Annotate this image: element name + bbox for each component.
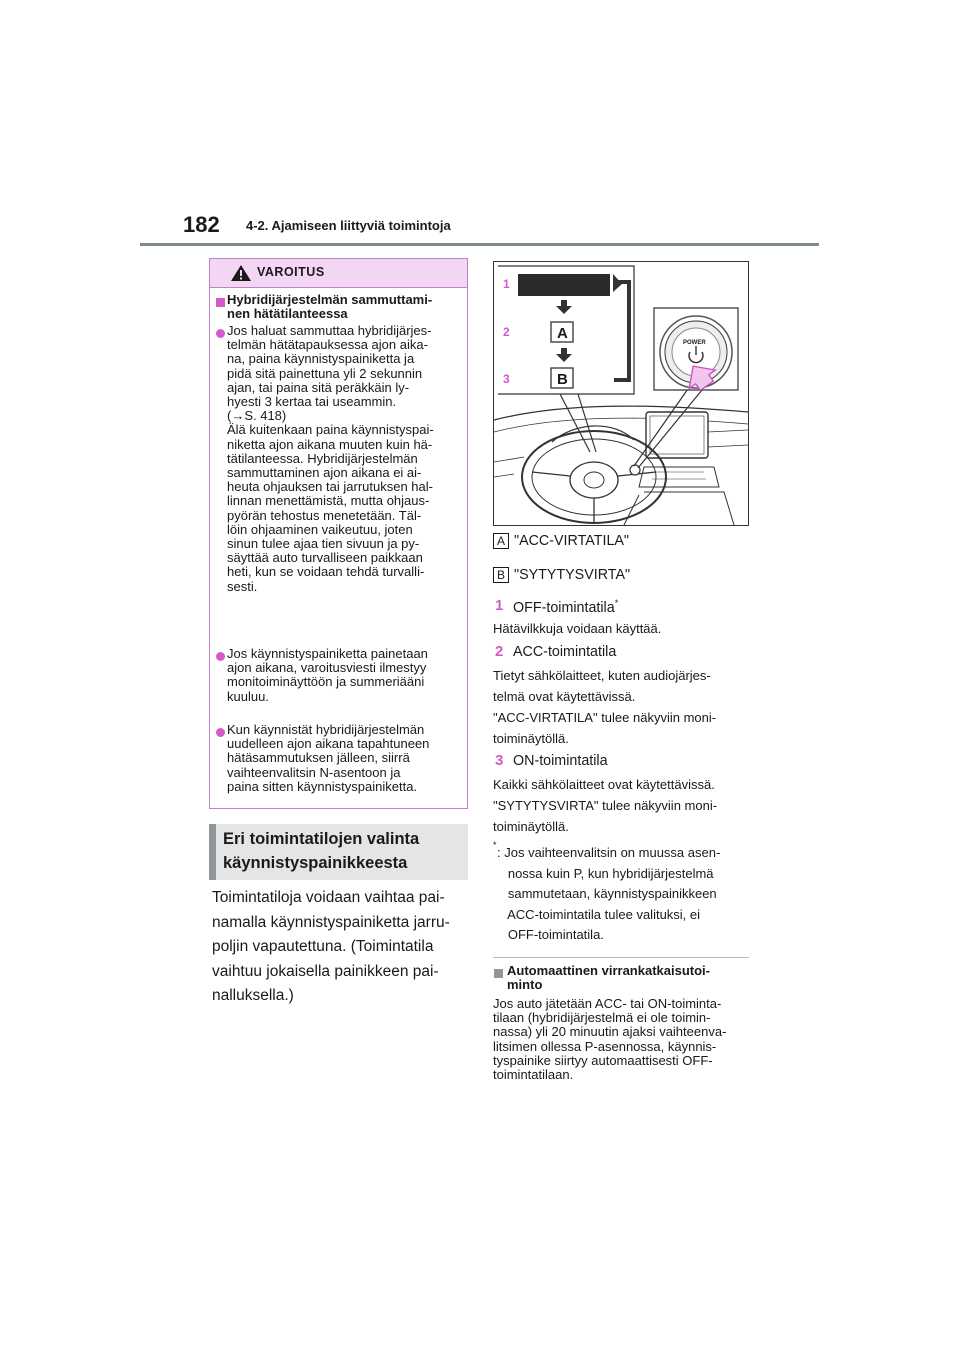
warning-bullet-2: Jos käynnistyspainiketta painetaan ajon aikana, varoitusviesti ilmestyy monitoiminäyttöön ja summeriääni kuuluu. [227, 646, 428, 704]
auto-off-title: Automaattinen virrankatkaisutoi- minto [507, 963, 710, 993]
mode-1-title: OFF-toimintatila* [513, 598, 619, 616]
legend-b-box: B [493, 567, 509, 583]
warning-title: VAROITUS [257, 265, 325, 279]
warning-header [210, 259, 467, 288]
fig-step-1: 1 [503, 277, 510, 291]
off-display-bar [518, 274, 610, 296]
fig-power-label: POWER [683, 340, 706, 346]
legend-a-box: A [493, 533, 509, 549]
mode-3-title: ON-toimintatila [513, 753, 608, 769]
divider [493, 957, 749, 958]
legend-b-text: "SYTYTYSVIRTA" [514, 567, 631, 583]
section-square-icon [216, 298, 225, 307]
mode-1-number: 1 [495, 597, 504, 614]
fig-step-2: 2 [503, 325, 510, 339]
fig-step-3: 3 [503, 372, 510, 386]
warning-box [209, 258, 468, 809]
section-square-icon [494, 969, 503, 978]
dashboard-illustration [494, 262, 748, 525]
mode-2-number: 2 [495, 643, 504, 660]
mode-1-desc: Hätävilkkuja voidaan käyttää. [493, 621, 662, 636]
fig-box-a: A [557, 325, 568, 342]
warning-triangle-icon [230, 264, 252, 282]
header-rule [140, 243, 819, 246]
bullet-dot-icon [216, 652, 225, 661]
auto-off-body: Jos auto jätetään ACC- tai ON-toiminta- tilaan (hybridijärjestelmä ei ole toimin- nassa) yli 20 minuutin ajaksi vaihteenva- litsimen ollessa P-asennossa, käynnis- tyspainike siirtyy automaattisesti OFF- toimintatilaan. [493, 996, 727, 1083]
bullet-dot-icon [216, 728, 225, 737]
section-heading-bar [209, 824, 216, 880]
power-button-illustration [493, 261, 749, 526]
mode-3-desc: Kaikki sähkölaitteet ovat käytettävissä. "SYTYTYSVIRTA" tulee näkyviin moni- toiminäytöllä. [493, 777, 718, 834]
section-body: Toimintatiloja voidaan vaihtaa pai- namalla käynnistyspainiketta jarru- poljin vapautettuna. (Toimintatila vaihtuu jokaisella painikkeen pai- nalluksella.) [212, 889, 450, 1005]
mode-3-number: 3 [495, 752, 504, 769]
chapter-title: 4-2. Ajamiseen liittyviä toimintoja [246, 218, 451, 233]
warning-bullet-1: Jos haluat sammuttaa hybridijärjes- telmän hätätapauksessa ajon aika- na, paina käynnistyspainiketta ja pidä sitä painettuna yli 2 sekunnin ajan, tai paina sitä peräkkäin ly- hyesti 3 kertaa tai useammin. (→S. 418) Älä kuitenkaan paina käynnistyspai- niketta ajon aikana muuten kuin hä- tätilanteessa. Hybridijärjestelmän sammuttaminen ajon aikana ei ai- heuta ohjauksen tai jarrutuksen hal- linnan menettämistä, mutta ohjaus- pyörän tehostus menetetään. Täl- löin ohjaaminen vaikeutuu, joten sinun tulee ajaa tien sivuun ja py- säyttää auto turvalliseen paikkaan heti, kun se voidaan tehdä turvalli- sesti. [227, 323, 434, 594]
mode-2-desc: Tietyt sähkölaitteet, kuten audiojärjes- telmä ovat käytettävissä. "ACC-VIRTATILA" tulee näkyviin moni- toiminäytöllä. [493, 668, 717, 746]
warning-section-title: Hybridijärjestelmän sammuttami- nen hätätilanteessa [227, 292, 433, 322]
footnote-text: : Jos vaihteenvalitsin on muussa asen- nossa kuin P, kun hybridijärjestelmä sammutetaan, käynnistyspainikkeen ACC-toimintatila tulee valituksi, ei OFF-toimintatila. [497, 845, 721, 942]
fig-box-b: B [557, 371, 568, 388]
section-heading-box [209, 824, 468, 880]
mode-2-title: ACC-toimintatila [513, 644, 617, 660]
legend-a-text: "ACC-VIRTATILA" [514, 533, 630, 549]
section-heading: Eri toimintatilojen valinta käynnistyspainikkeesta [223, 830, 420, 872]
page-number: 182 [183, 212, 220, 237]
warning-bullet-3: Kun käynnistät hybridijärjestelmän uudelleen ajon aikana tapahtuneen hätäsammutuksen jälleen, siirrä vaihteenvalitsin N-asentoon ja paina sitten käynnistyspainiketta. [227, 722, 430, 794]
footnote-mark: * [493, 840, 497, 850]
bullet-dot-icon [216, 329, 225, 338]
